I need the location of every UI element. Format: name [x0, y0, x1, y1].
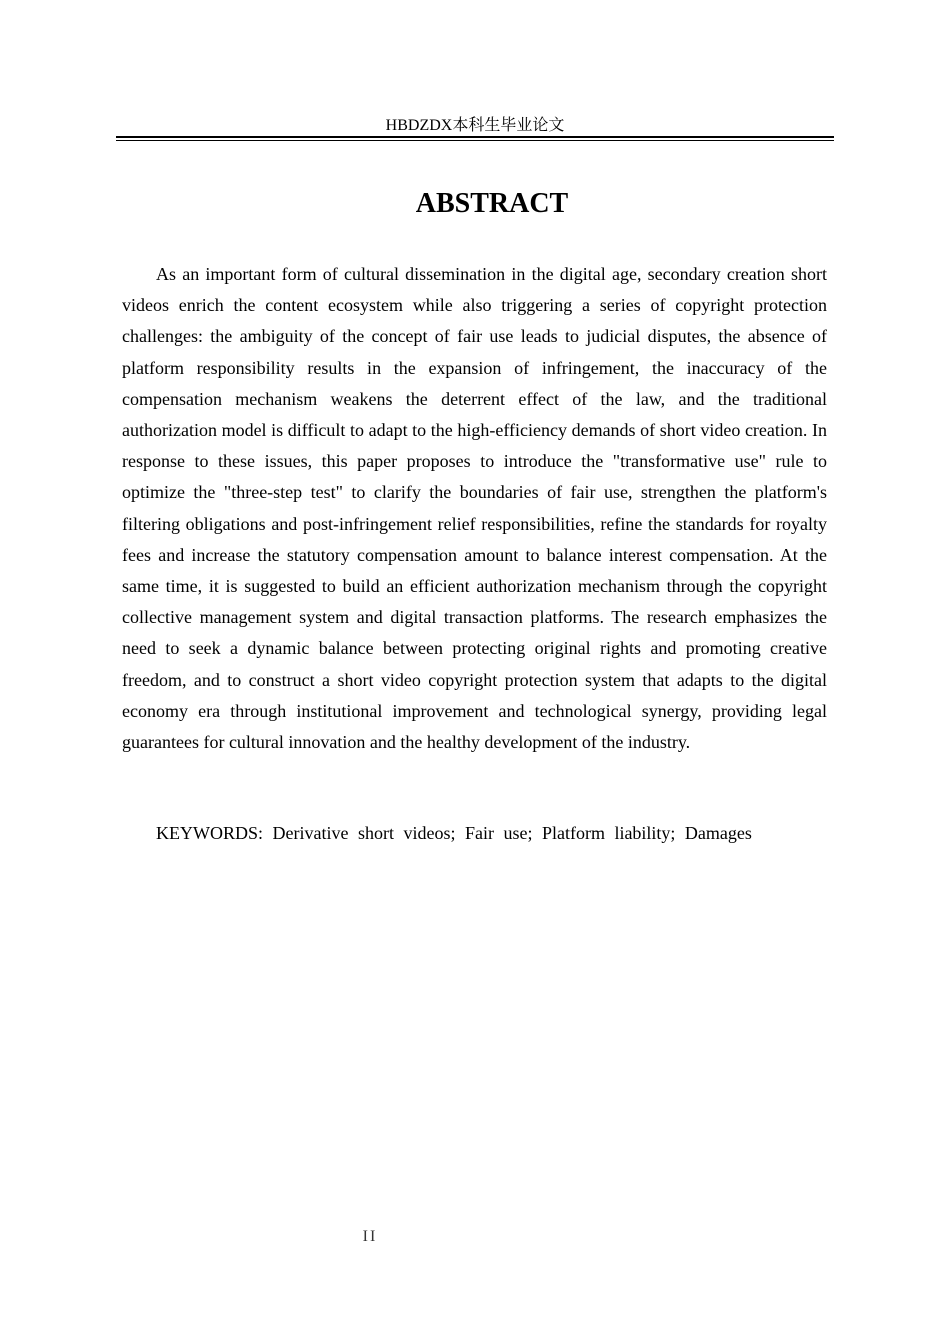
abstract-paragraph: As an important form of cultural dissemination in the digital age, secondary creation short videos enrich the content ecosystem while also triggering a series of copyright protection challenges: the ambiguity of the concept of fair use leads to judicial disputes, the absence of platform responsibility results in the expansion of infringement, the inaccuracy of the compensation mechanism weakens the deterrent effect of the law, and the traditional authorization model is difficult to adapt to the high-efficiency demands of short video creation. In response to these issues, this paper proposes to introduce the "transformative use" rule to optimize the "three-step test" to clarify the boundaries of fair use, strengthen the platform's filtering obligations and post-infringement relief responsibilities, refine the standards for royalty fees and increase the statutory compensation amount to balance interest compensation. At the same time, it is suggested to build an efficient authorization mechanism through the copyright collective management system and digital transaction platforms. The research emphasizes the need to seek a dynamic balance between protecting original rights and promoting creative freedom, and to construct a short video copyright protection system that adapts to the digital economy era through institutional improvement and technological synergy, providing legal guarantees for cultural innovation and the healthy development of the industry. — [122, 264, 827, 753]
abstract-title: ABSTRACT — [415, 188, 569, 219]
running-header: HBDZDX本科生毕业论文 — [385, 117, 565, 134]
header-double-rule — [116, 136, 834, 141]
keywords-line: KEYWORDS: Derivative short videos; Fair use; Platform liability; Damages — [156, 823, 752, 843]
page-number: II — [362, 1228, 378, 1245]
